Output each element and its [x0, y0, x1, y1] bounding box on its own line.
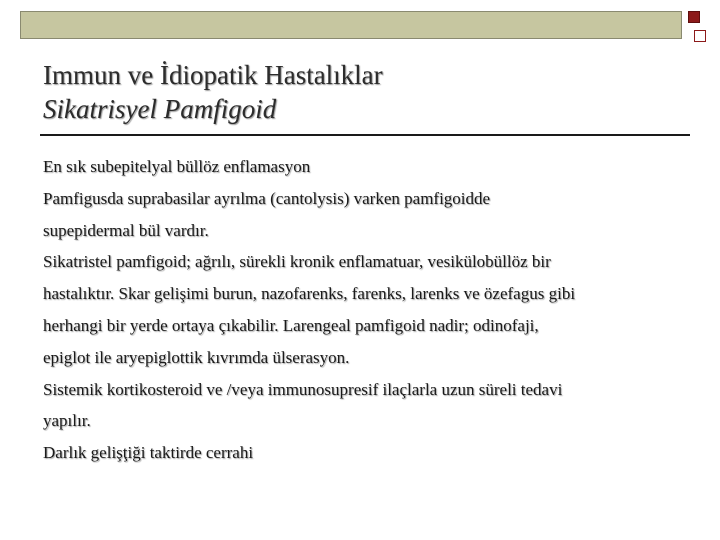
top-decorative-bar: [20, 11, 682, 39]
title-line-2: Sikatrisyel Pamfigoid: [43, 94, 277, 124]
body-line: Sikatristel pamfigoid; ağrılı, sürekli kronik enflamatuar, vesikülobüllöz bir: [43, 252, 551, 272]
body-line: supepidermal bül vardır.: [43, 220, 209, 240]
body-line: Pamfigusda suprabasilar ayrılma (cantolysis) varken pamfigoidde: [43, 188, 491, 208]
body-line: hastalıktır. Skar gelişimi burun, nazofarenks, farenks, larenks ve özefagus gibi: [43, 284, 576, 304]
filled-square-icon: [688, 11, 700, 23]
outline-square-icon: [694, 30, 706, 42]
body-line: Darlık gelişţiği taktirde cerrahi: [43, 443, 254, 463]
slide-body: [43, 151, 683, 469]
body-line: En sık subepitelyal büllöz enflamasyon: [43, 157, 311, 176]
title-line-1: Immun ve İdiopatik Hastalıklar: [43, 60, 383, 90]
title-divider: [40, 134, 690, 136]
slide-title: [43, 58, 383, 126]
body-line: yapılır.: [43, 411, 91, 431]
body-line: epiglot ile aryepiglottik kıvrımda ülserasyon.: [43, 347, 350, 367]
body-line: Sistemik kortikosteroid ve /veya immunosupresif ilaçlarla uzun süreli tedavi: [43, 379, 563, 399]
corner-decoration: [688, 11, 708, 45]
body-line: herhangi bir yerde ortaya çıkabilir. Larengeal pamfigoid nadir; odinofaji,: [43, 315, 539, 335]
